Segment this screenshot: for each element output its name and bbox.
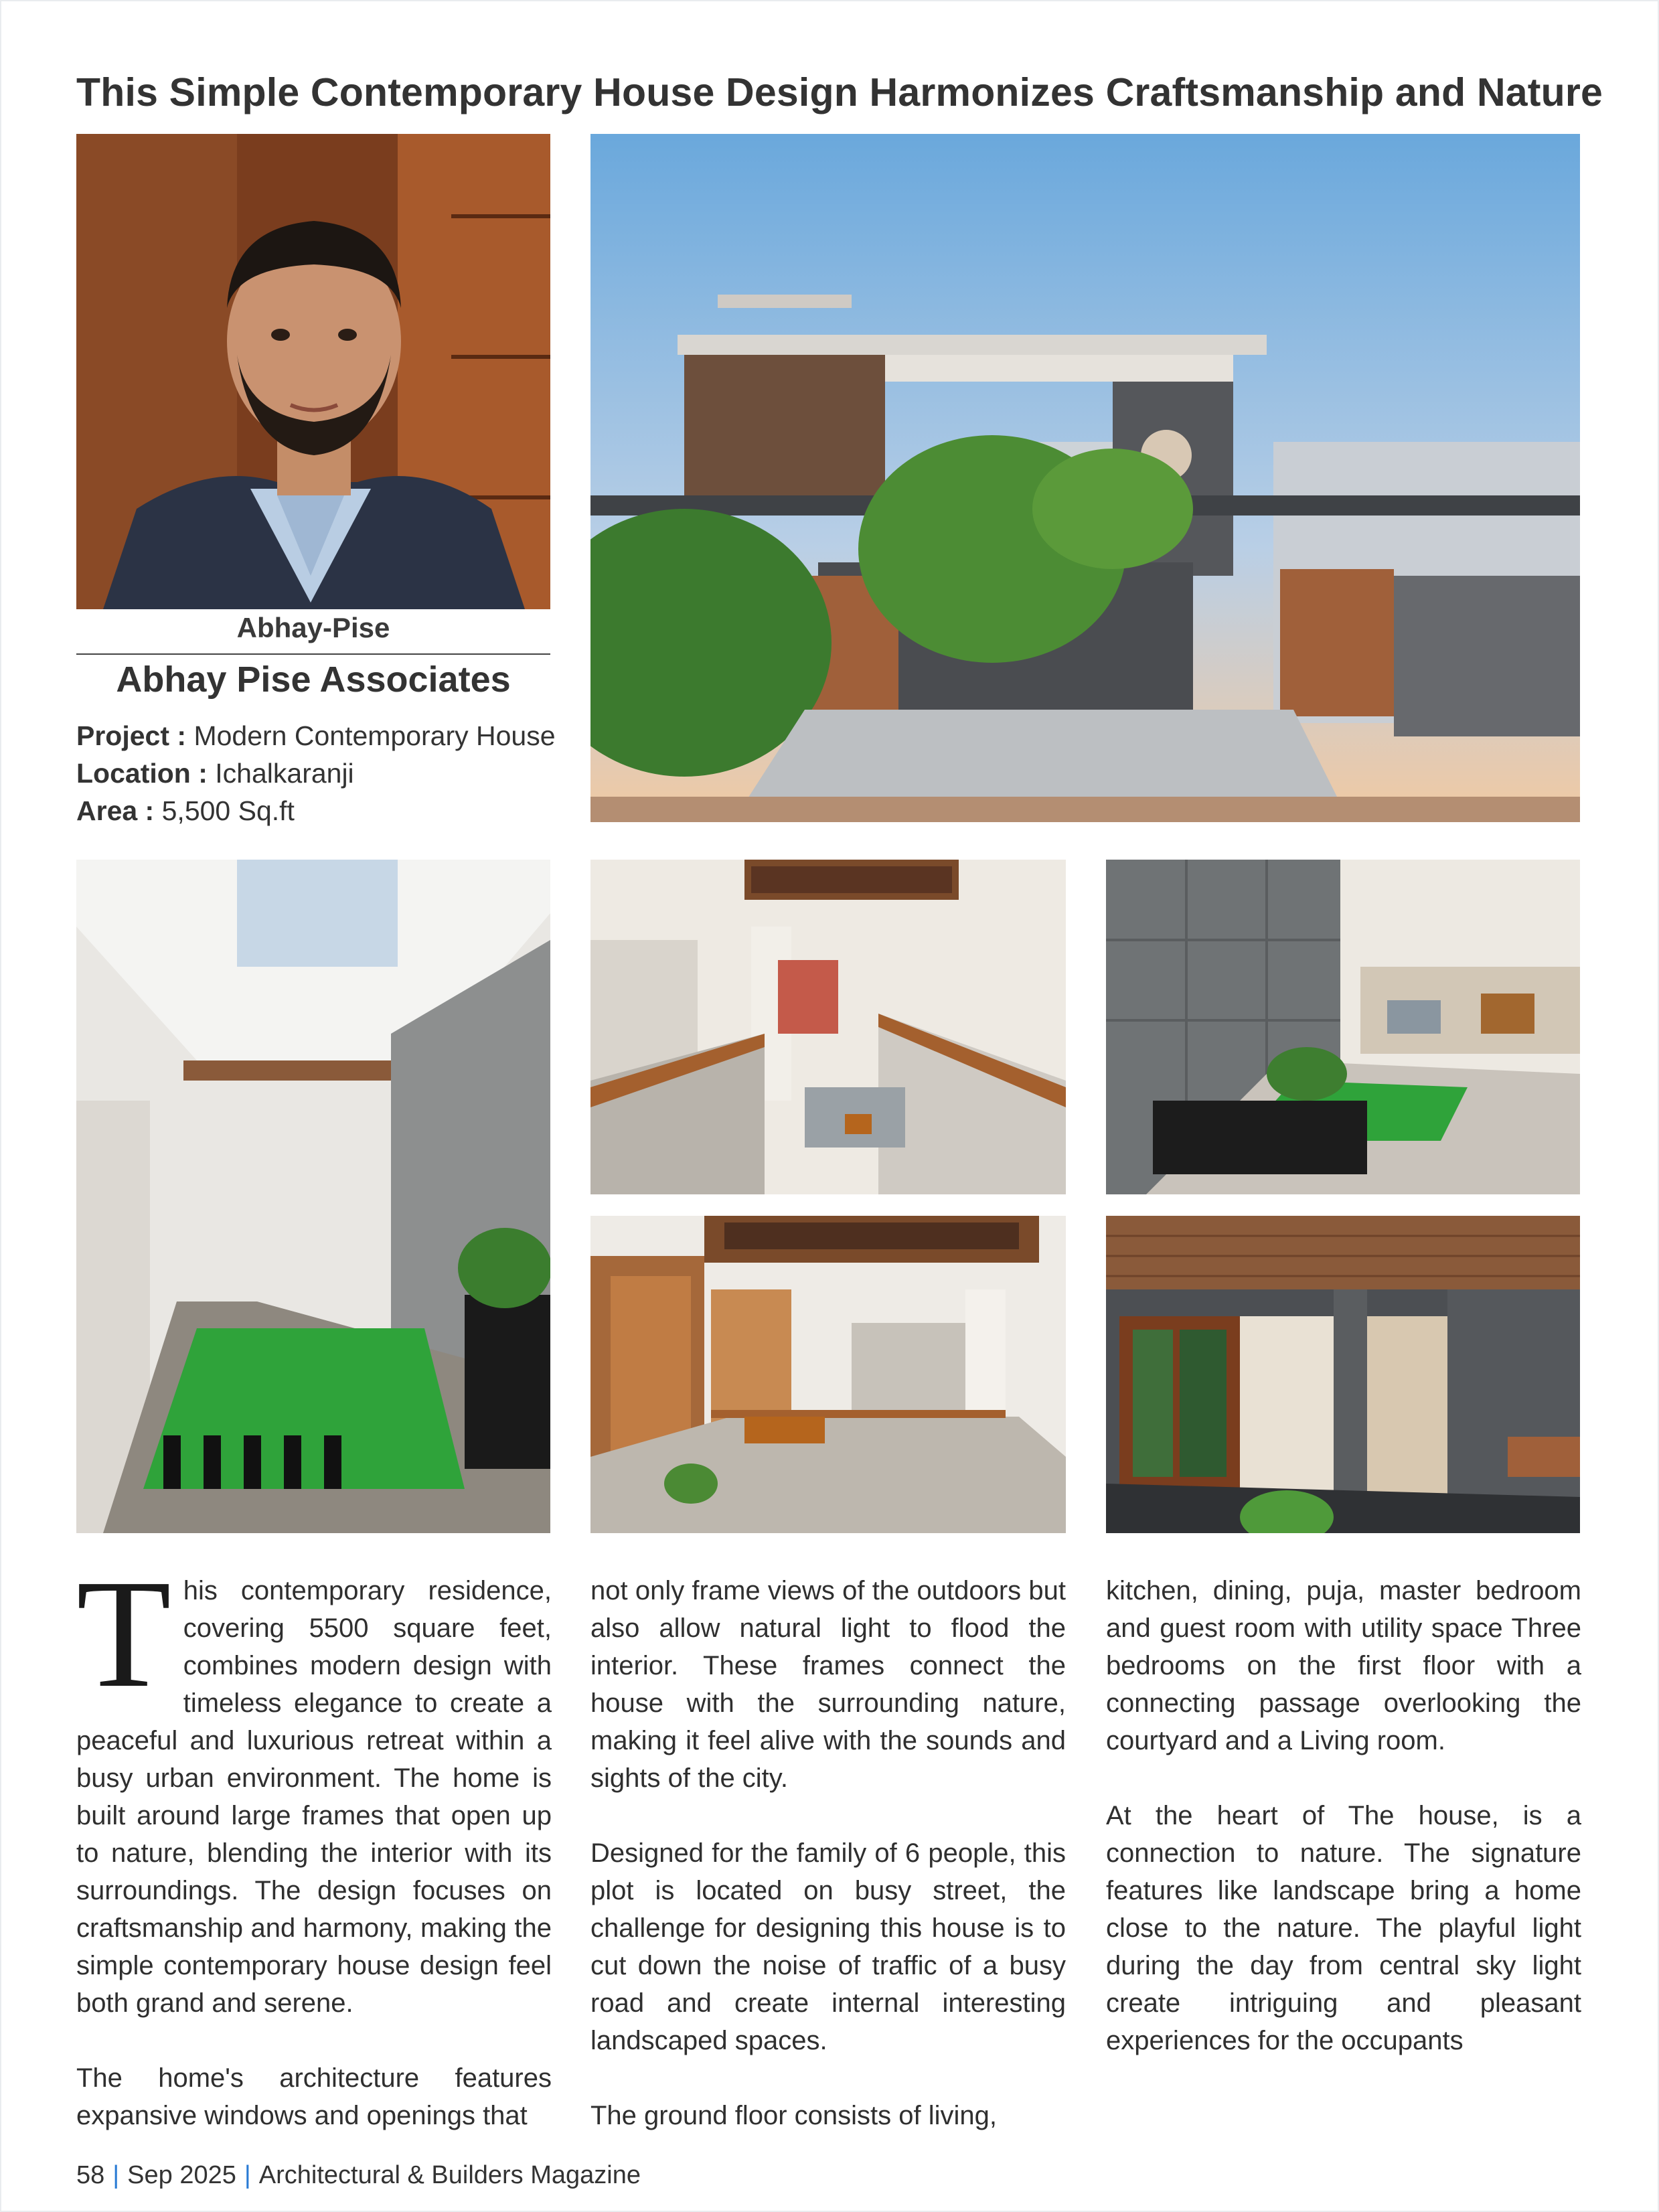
- house-exterior-photo: [590, 134, 1580, 822]
- issue-date: Sep 2025: [127, 2161, 236, 2189]
- location-line: [76, 758, 354, 789]
- article-title: This Simple Contemporary House Design Harmonizes Craftsmanship and Nature: [76, 70, 1603, 114]
- location-label: Location :: [76, 758, 208, 789]
- footer-separator: |: [112, 2161, 120, 2189]
- area-line: [76, 795, 295, 827]
- project-line: [76, 720, 556, 752]
- area-label: Area :: [76, 795, 155, 826]
- intro-text: his contemporary residence, covering 5500 square feet, combines modern design with timeless elegance to create a peaceful and luxurious retreat within a busy urban environment. The home is built around large frames that open up to nature, blending the interior with its surroundings. The design focuses on craftsmanship and harmony, making the simple contemporary house design feel both grand and serene.: [76, 1576, 552, 2018]
- location-value: Ichalkaranji: [215, 758, 354, 789]
- column-1-paragraph-2: The home's architecture features expansive windows and openings that: [76, 2063, 552, 2130]
- column-3-paragraph-1: kitchen, dining, puja, master bedroom and guest room with utility space Three bedrooms on the first floor with a connecting passage overlooking the courtyard and a Living room.: [1106, 1576, 1581, 1755]
- project-label: Project :: [76, 720, 187, 751]
- text-column-1: [76, 1548, 552, 2172]
- architect-portrait-photo: [76, 134, 550, 609]
- column-1-paragraph-1: [76, 1548, 552, 2022]
- magazine-name: Architectural & Builders Magazine: [258, 2161, 641, 2189]
- page-footer: [76, 2161, 641, 2190]
- column-2-paragraph-1: not only frame views of the outdoors but also allow natural light to flood the interior. These frames connect the house with the surrounding nature, making it feel alive with the sounds and sights of the city.: [590, 1576, 1066, 1793]
- firm-name: Abhay Pise Associates: [116, 659, 511, 700]
- upper-passage-living-photo: [590, 860, 1066, 1194]
- text-column-2: [590, 1572, 1066, 2172]
- drop-cap: T: [76, 1548, 171, 1720]
- column-2-paragraph-2: Designed for the family of 6 people, this plot is located on busy street, the challenge for designing this house is to cut down the noise of traffic of a busy road and create internal interesting landscaped spaces.: [590, 1838, 1066, 2055]
- text-column-3: [1106, 1572, 1581, 2097]
- courtyard-living-room-photo: [1106, 860, 1580, 1194]
- column-2-paragraph-3: The ground floor consists of living,: [590, 2101, 997, 2130]
- architect-name-caption: Abhay-Pise: [236, 612, 390, 643]
- verandah-bedroom-photo: [1106, 1216, 1580, 1533]
- area-value: 5,500 Sq.ft: [161, 795, 295, 826]
- double-height-living-photo: [590, 1216, 1066, 1533]
- atrium-courtyard-photo: [76, 860, 550, 1533]
- page-number: 58: [76, 2161, 105, 2189]
- caption-divider: [76, 653, 550, 655]
- project-value: Modern Contemporary House: [193, 720, 556, 751]
- footer-separator: |: [244, 2161, 251, 2189]
- column-3-paragraph-2: At the heart of The house, is a connection to nature. The signature features like landscape bring a home close to the nature. The playful light during the day from central sky light create intriguing and pleasant experiences for the occupants: [1106, 1801, 1581, 2055]
